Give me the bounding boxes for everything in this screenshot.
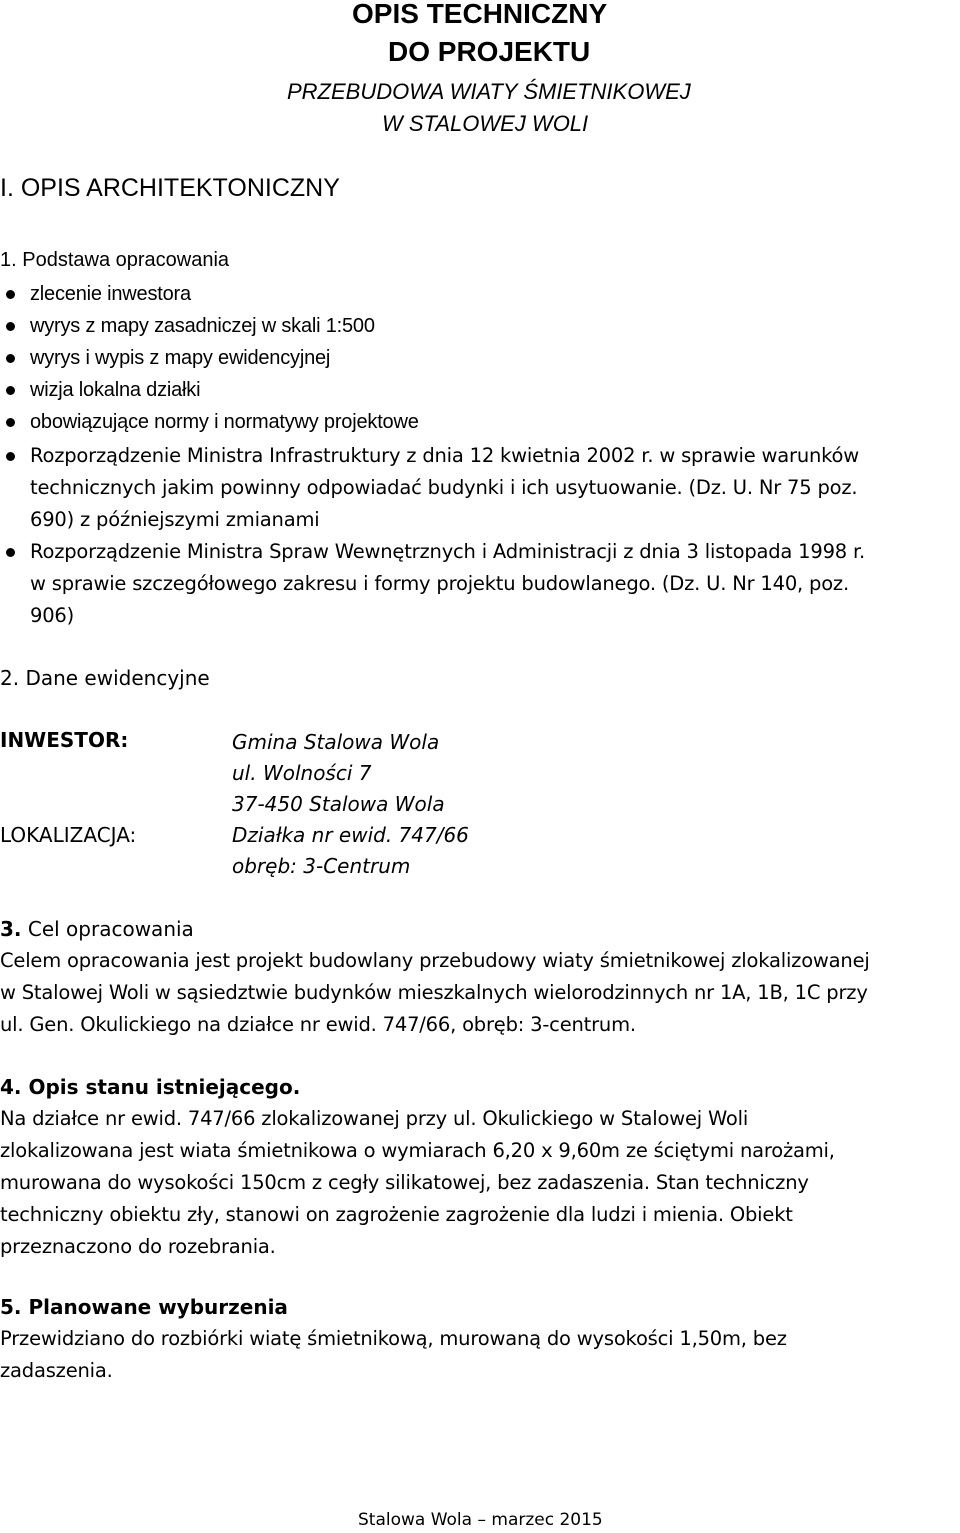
text-line: w sprawie szczegółowego zakresu i formy projektu budowlanego. (Dz. U. Nr 140, poz.: [30, 572, 849, 595]
text-line: Rozporządzenie Ministra Infrastruktury z dnia 12 kwietnia 2002 r. w sprawie warunków: [30, 444, 860, 467]
text-line: Przewidziano do rozbiórki wiatę śmietnikową, murowaną do wysokości 1,50m, bez: [0, 1327, 787, 1350]
location-precinct: obręb: 3-Centrum: [232, 854, 411, 878]
bullet-icon: [6, 452, 15, 461]
bullet-icon: [6, 418, 15, 427]
investor-street: ul. Wolności 7: [232, 761, 372, 785]
text-line: technicznych jakim powinny odpowiadać budynki i ich usytuowanie. (Dz. U. Nr 75 poz.: [30, 476, 858, 499]
bullet-icon: [6, 354, 15, 363]
list-item-regulation-infrastructure: [0, 440, 960, 536]
document-subtitle-line1: PRZEBUDOWA WIATY ŚMIETNIKOWEJ: [287, 79, 691, 104]
text-line: 906): [30, 604, 75, 627]
document-title-line1: OPIS TECHNICZNY: [352, 0, 608, 29]
text-line: zlokalizowana jest wiata śmietnikowa o wymiarach 6,20 x 9,60m ze ściętymi narożami,: [0, 1139, 835, 1162]
list-item: wyrys i wypis z mapy ewidencyjnej: [0, 342, 960, 374]
text-line: murowana do wysokości 150cm z cegły silikatowej, bez zadaszenia. Stan techniczny: [0, 1171, 809, 1194]
text-line: zadaszenia.: [0, 1359, 113, 1382]
text-line: ul. Gen. Okulickiego na działce nr ewid. 747/66, obręb: 3-centrum.: [0, 1013, 636, 1036]
list-item: wizja lokalna działki: [0, 374, 960, 406]
bullet-icon: [6, 290, 15, 299]
list-item: zlecenie inwestora: [0, 278, 960, 310]
text-line: przeznaczono do rozebrania.: [0, 1235, 276, 1258]
regulation-list: [0, 440, 960, 632]
list-item-regulation-internal-affairs: [0, 536, 960, 632]
section5-paragraph: [0, 1323, 958, 1387]
text-line: techniczny obiektu zły, stanowi on zagrożenie zagrożenie dla ludzi i mienia. Obiekt: [0, 1203, 793, 1226]
investor-city: 37-450 Stalowa Wola: [232, 792, 445, 816]
investor-label: INWESTOR:: [0, 728, 129, 752]
document-subtitle-line2: W STALOWEJ WOLI: [382, 111, 589, 136]
list-item: wyrys z mapy zasadniczej w skali 1:500: [0, 310, 960, 342]
bullet-icon: [6, 322, 15, 331]
basis-list: [0, 278, 960, 438]
section3-heading: 3. Cel opracowania: [0, 917, 194, 941]
part-heading: I. OPIS ARCHITEKTONICZNY: [0, 174, 340, 202]
section1-heading: 1. Podstawa opracowania: [0, 249, 230, 271]
text-line: Rozporządzenie Ministra Spraw Wewnętrznych i Administracji z dnia 3 listopada 1998 r.: [30, 540, 866, 563]
location-parcel: Działka nr ewid. 747/66: [232, 823, 469, 847]
text-line: 690) z późniejszymi zmianami: [30, 508, 320, 531]
document-title-line2: DO PROJEKTU: [388, 36, 591, 67]
location-label: LOKALIZACJA:: [0, 823, 137, 847]
section2-heading: 2. Dane ewidencyjne: [0, 666, 210, 690]
section5-heading: 5. Planowane wyburzenia: [0, 1295, 288, 1319]
section4-heading: 4. Opis stanu istniejącego.: [0, 1075, 301, 1099]
list-item: obowiązujące normy i normatywy projektowe: [0, 406, 960, 438]
investor-name: Gmina Stalowa Wola: [232, 730, 440, 754]
bullet-icon: [6, 386, 15, 395]
section3-paragraph: [0, 945, 958, 1041]
text-line: w Stalowej Woli w sąsiedztwie budynków mieszkalnych wielorodzinnych nr 1A, 1B, 1C przy: [0, 981, 868, 1004]
footer-place-date: Stalowa Wola – marzec 2015: [358, 1510, 603, 1530]
bullet-icon: [6, 548, 15, 557]
section4-paragraph: [0, 1103, 958, 1263]
text-line: Celem opracowania jest projekt budowlany przebudowy wiaty śmietnikowej zlokalizowanej: [0, 949, 870, 972]
text-line: Na działce nr ewid. 747/66 zlokalizowanej przy ul. Okulickiego w Stalowej Woli: [0, 1107, 749, 1130]
